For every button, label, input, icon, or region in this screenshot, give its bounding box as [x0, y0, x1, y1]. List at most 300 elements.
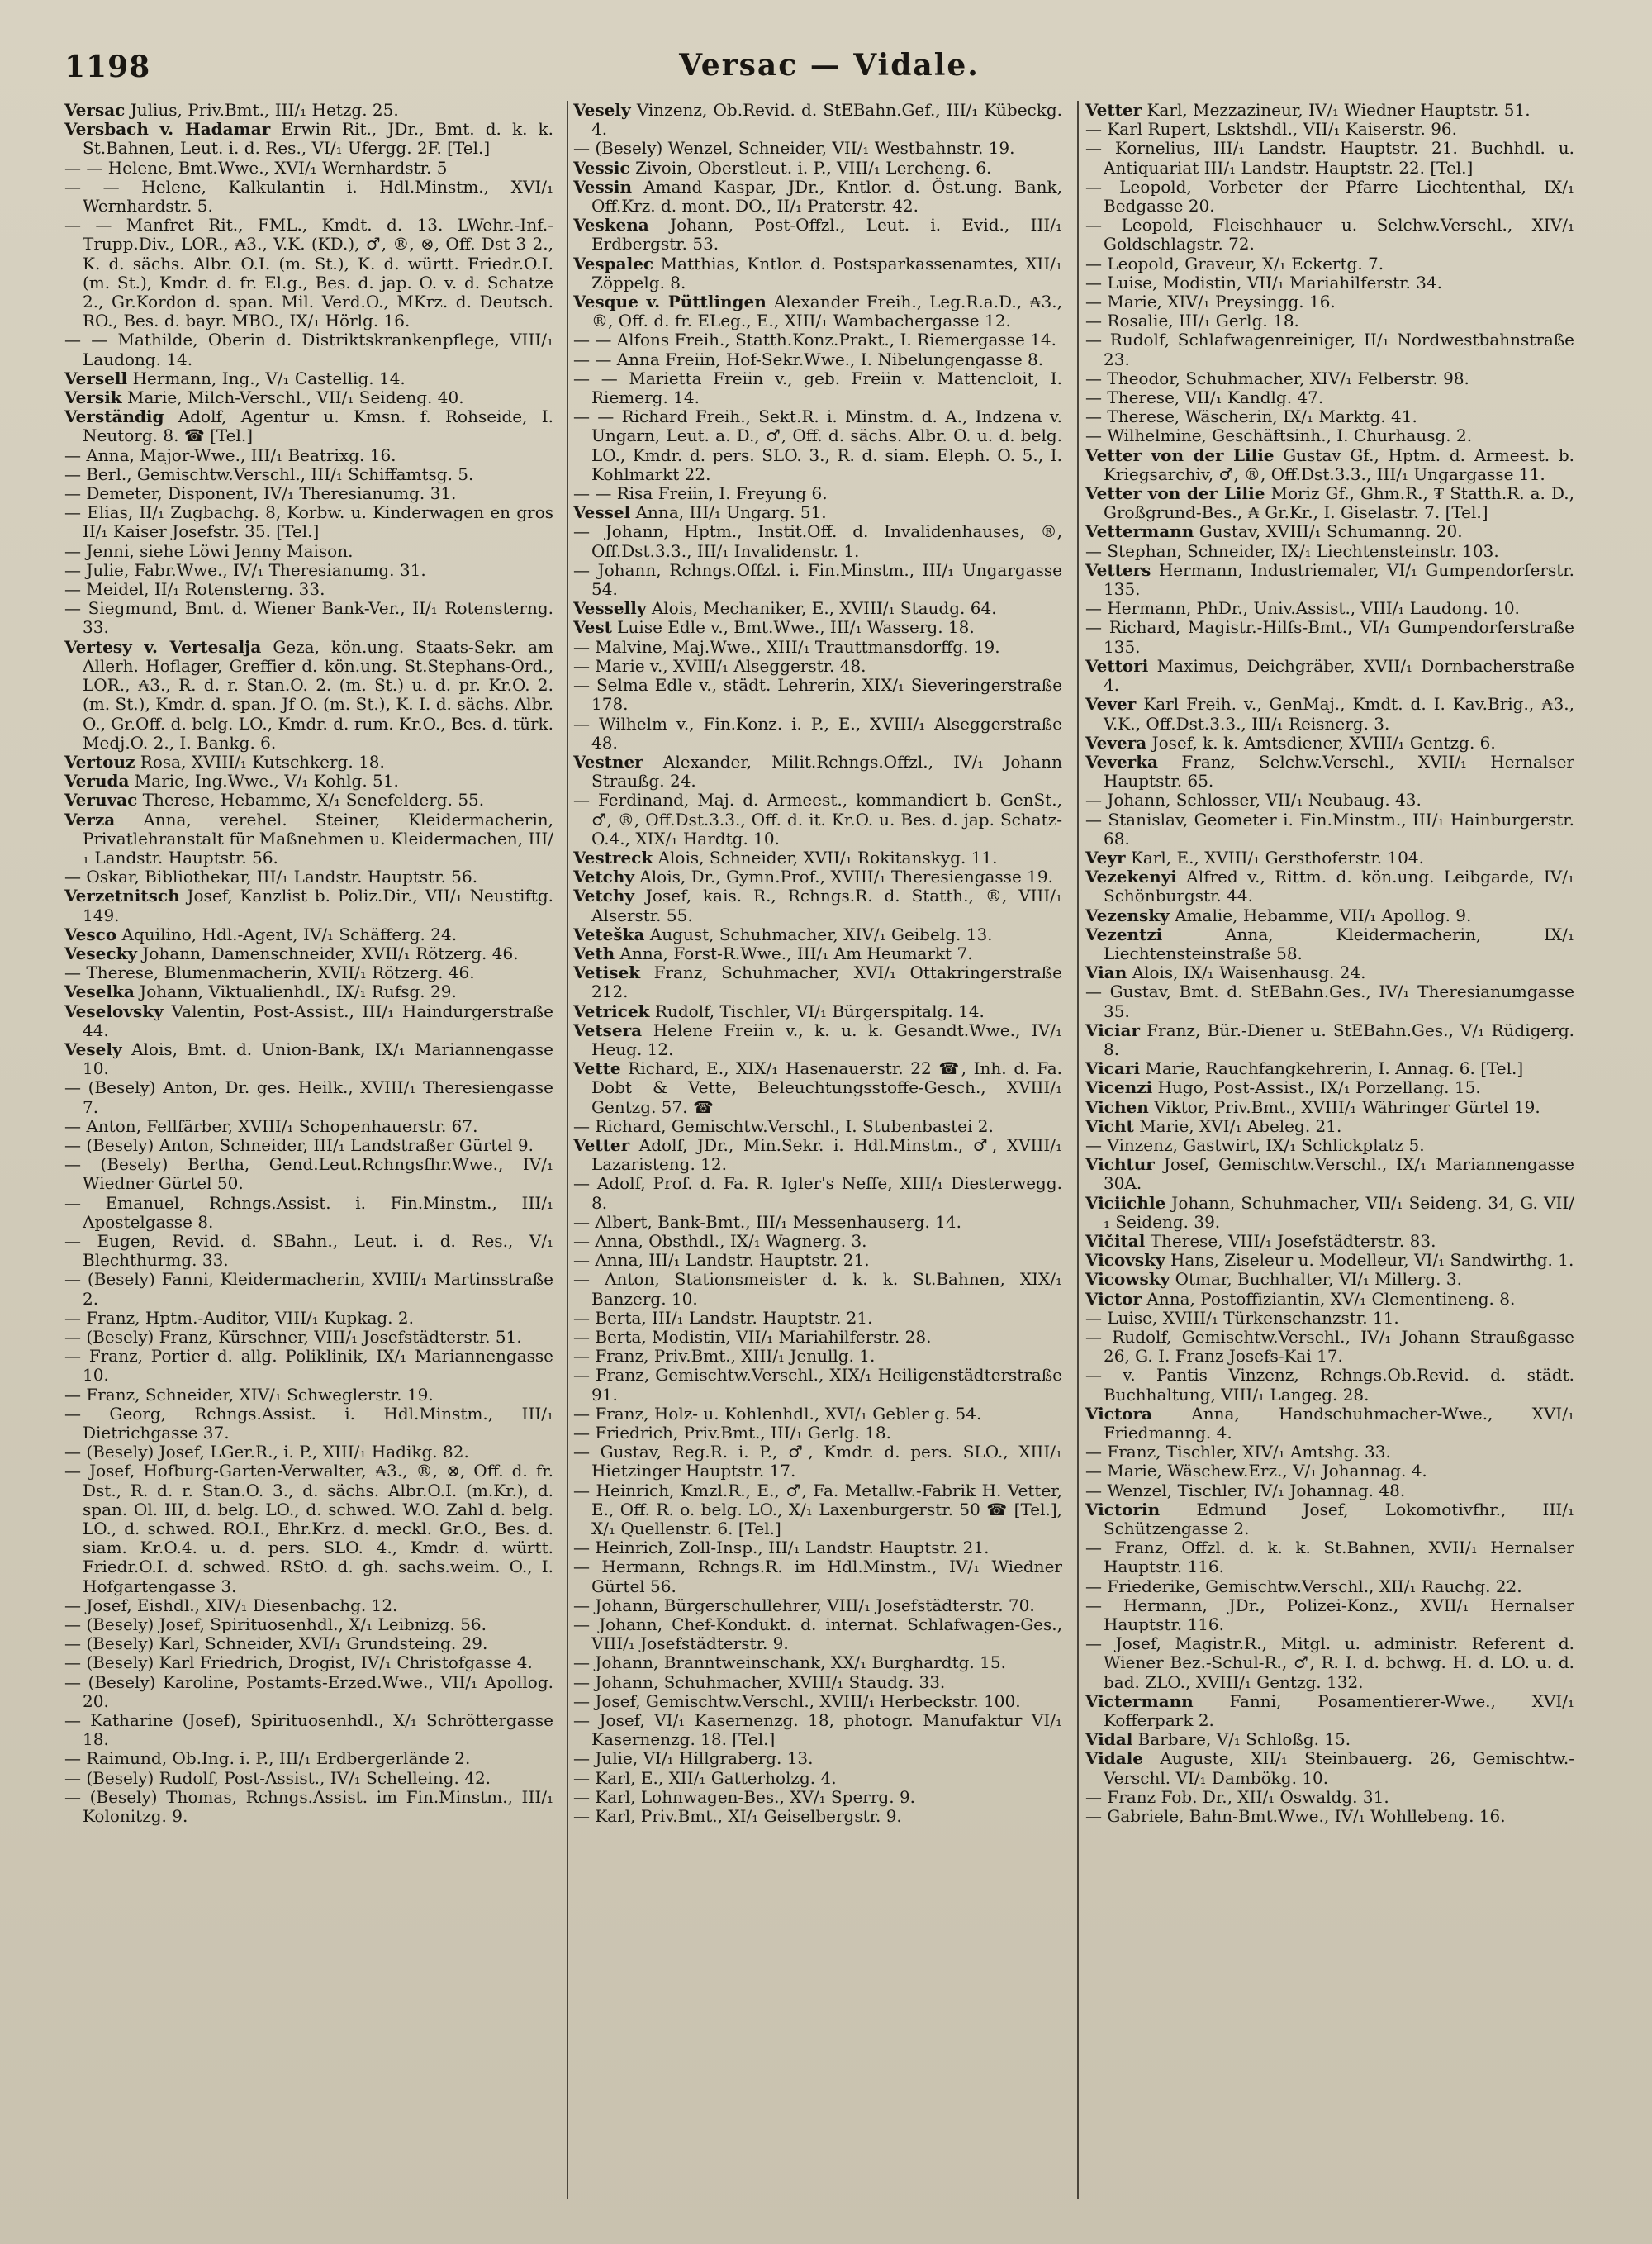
directory-entry [573, 657, 1062, 676]
directory-entry [1085, 1462, 1574, 1481]
entry-surname: Versik [64, 387, 122, 408]
directory-entry [1085, 1155, 1574, 1193]
entry-details: — Theodor, Schuhmacher, XIV/₁ Felberstr. 98. [1085, 368, 1469, 388]
directory-entry [64, 1405, 553, 1443]
entry-details: Marie, Rauchfangkehrerin, I. Annag. 6. [Tel.] [1145, 1058, 1524, 1079]
entry-details: — Katharine (Josef), Spirituosenhdl., X/₁ Schröttergasse 18. [64, 1710, 553, 1750]
entry-details: Franz, Schuhmacher, XVI/₁ Ottakringerstraße 212. [591, 963, 1062, 1002]
page-number: 1198 [64, 50, 151, 84]
entry-details: Josef, kais. R., Rchngs.R. d. Statth., ®, VIII/₁ Alserstr. 55. [591, 886, 1062, 925]
directory-entry [573, 1002, 1062, 1021]
entry-surname: Vesque v. Püttlingen [573, 292, 767, 312]
entry-details: — Rudolf, Schlafwagenreiniger, II/₁ Nordwestbahnstraße 23. [1085, 330, 1574, 369]
entry-details: Hermann, Ing., V/₁ Castellig. 14. [132, 368, 406, 388]
directory-entry [64, 369, 553, 388]
entry-details: — Malvine, Maj.Wwe., XIII/₁ Trauttmansdorffg. 19. [573, 636, 1000, 657]
entry-surname: Viciar [1085, 1020, 1141, 1040]
entry-details: Karl, E., XVIII/₁ Gersthoferstr. 104. [1130, 847, 1424, 868]
directory-entry [573, 1117, 1062, 1136]
directory-entry [573, 1424, 1062, 1443]
directory-entry [64, 1136, 553, 1155]
entry-details: — Jenni, siehe Löwi Jenny Maison. [64, 540, 354, 561]
directory-entry [573, 561, 1062, 599]
directory-entry [64, 1769, 553, 1788]
entry-surname: Vevera [1085, 732, 1147, 753]
directory-entry [64, 638, 553, 753]
entry-details: — Hermann, JDr., Polizei-Konz., XVII/₁ Hernalser Hauptstr. 116. [1085, 1595, 1574, 1635]
entry-details: — Friederike, Gemischtw.Verschl., XII/₁ Rauchg. 22. [1085, 1576, 1522, 1596]
entry-details: Alois, Dr., Gymn.Prof., XVIII/₁ Theresiengasse 19. [639, 867, 1053, 887]
entry-details: — — Alfons Freih., Statth.Konz.Prakt., I. Riemergasse 14. [573, 330, 1057, 350]
directory-entry [573, 484, 1062, 503]
directory-entry [1085, 522, 1574, 541]
directory-entry [573, 1596, 1062, 1615]
entry-details: Anna, III/₁ Ungarg. 51. [635, 502, 827, 523]
directory-entry [64, 1232, 553, 1270]
entry-details: — Anton, Fellfärber, XVIII/₁ Schopenhauerstr. 67. [64, 1115, 478, 1136]
entry-details: — Hermann, Rchngs.R. im Hdl.Minstm., IV/₁ Wiedner Gürtel 56. [573, 1557, 1062, 1596]
entry-details: Barbare, V/₁ Schloßg. 15. [1137, 1729, 1351, 1750]
directory-entry [573, 963, 1062, 1001]
entry-details: — Karl, Priv.Bmt., XI/₁ Geiselbergstr. 9. [573, 1806, 902, 1827]
entry-details: — — Anna Freiin, Hof-Sekr.Wwe., I. Nibelungengasse 8. [573, 349, 1044, 369]
directory-entry [573, 407, 1062, 484]
directory-entry [573, 944, 1062, 963]
directory-entry [1085, 657, 1574, 695]
directory-entry [573, 1788, 1062, 1807]
entry-details: — Luise, XVIII/₁ Türkenschanzstr. 11. [1085, 1307, 1399, 1328]
directory-entry [573, 369, 1062, 407]
entry-details: — Franz Fob. Dr., XII/₁ Oswaldg. 31. [1085, 1786, 1389, 1807]
entry-surname: Vest [573, 617, 612, 638]
directory-entry [1085, 1232, 1574, 1251]
directory-entry [1085, 330, 1574, 368]
directory-entry [573, 1538, 1062, 1557]
entry-surname: Vičital [1085, 1230, 1146, 1251]
entry-details: — Stephan, Schneider, IX/₁ Liechtensteinstr. 103. [1085, 540, 1499, 561]
entry-details: — — Risa Freiin, I. Freyung 6. [573, 483, 828, 504]
entry-surname: Vetricek [573, 1001, 650, 1021]
entry-surname: Veruvac [64, 790, 138, 811]
directory-entry [64, 982, 553, 1001]
directory-entry [1085, 484, 1574, 522]
entry-surname: Vestreck [573, 847, 653, 868]
directory-entry [1085, 1021, 1574, 1059]
directory-entry [573, 715, 1062, 753]
directory-entry [573, 1213, 1062, 1232]
directory-entry [1085, 1078, 1574, 1097]
entry-details: — Therese, Wäscherin, IX/₁ Marktg. 41. [1085, 406, 1417, 427]
directory-entry [573, 1270, 1062, 1308]
directory-entry [573, 849, 1062, 868]
directory-entry [1085, 1481, 1574, 1500]
directory-entry [64, 1117, 553, 1136]
entry-details: — Friedrich, Priv.Bmt., III/₁ Gerlg. 18. [573, 1423, 891, 1443]
directory-entry [573, 1807, 1062, 1826]
directory-entry [1085, 1328, 1574, 1366]
directory-entry [1085, 1059, 1574, 1078]
directory-entry [1085, 292, 1574, 311]
directory-entry [64, 159, 553, 178]
entry-surname: Verzetnitsch [64, 886, 180, 906]
entry-surname: Vertesy v. Vertesalja [64, 636, 262, 657]
directory-entry [573, 292, 1062, 330]
entry-details: — Leopold, Graveur, X/₁ Eckertg. 7. [1085, 253, 1384, 273]
entry-details: Hans, Ziseleur u. Modelleur, VI/₁ Sandwirthg. 1. [1170, 1250, 1574, 1271]
entry-details: — Georg, Rchngs.Assist. i. Hdl.Minstm., III/₁ Dietrichgasse 37. [64, 1403, 553, 1443]
directory-entry [1085, 1251, 1574, 1270]
directory-entry [64, 1596, 553, 1615]
entry-details: Karl, Mezzazineur, IV/₁ Wiedner Hauptstr. 51. [1146, 101, 1531, 120]
entry-details: — (Besely) Thomas, Rchngs.Assist. im Fin.Minstm., III/₁ Kolonitzg. 9. [64, 1786, 553, 1827]
directory-entry [1085, 561, 1574, 599]
entry-details: — Josef, Hofburg-Garten-Verwalter, ₳3., ®, ⊗, Off. d. fr. Dst., R. d. r. Stan.O. 3., d. sächs. Albr.O.I. (m.Kr.), d. span. Ol. III, d. belg. LO., d. schwed. W.O. Zahl d. belg. LO., d. schwed. RO.I., Ehr.Krz. d. meckl. Gr.O., Bes. d. siam. Kr.O.4. u. d. pers. SLO. 4., Kmdr. d. württ. Friedr.O.I. d. schwed. RStO. d. gh. sachs.weim. O., I. Hofgartengasse 3. [64, 1461, 553, 1596]
directory-entry [1085, 139, 1574, 177]
entry-details: — Anna, Major-Wwe., III/₁ Beatrixg. 16. [64, 445, 396, 465]
directory-entry [64, 120, 553, 158]
entry-details: — Meidel, II/₁ Rotensterng. 33. [64, 579, 325, 600]
entry-surname: Vezensky [1085, 905, 1170, 925]
entry-details: Marie, XVI/₁ Abeleg. 21. [1139, 1115, 1342, 1136]
entry-surname: Vidale [1085, 1748, 1144, 1769]
entry-surname: Veruda [64, 771, 130, 792]
entry-details: — Marie, Wäschew.Erz., V/₁ Johannag. 4. [1085, 1461, 1427, 1481]
entry-details: — Franz, Holz- u. Kohlenhdl., XVI/₁ Gebler g. 54. [573, 1403, 982, 1424]
directory-entry [1085, 1596, 1574, 1634]
entry-details: Karl Freih. v., GenMaj., Kmdt. d. I. Kav.Brig., ₳3., V.K., Off.Dst.3.3., III/₁ Reisnerg. 3. [1104, 694, 1574, 734]
entry-details: — Ferdinand, Maj. d. Armeest., kommandiert b. GenSt., ♂, ®, Off.Dst.3.3., Off. d. it. Kr.O. u. Bes. d. jap. Schatz-O.4., XIX/₁ Hardtg. 10. [573, 790, 1062, 849]
entry-surname: Vesely [573, 101, 631, 120]
entry-surname: Vicari [1085, 1058, 1141, 1079]
entry-details: — Luise, Modistin, VII/₁ Mariahilferstr. 34. [1085, 272, 1443, 292]
entry-details: — (Besely) Bertha, Gend.Leut.Rchngsfhr.Wwe., IV/₁ Wiedner Gürtel 50. [64, 1154, 553, 1194]
entry-details: Helene Freiin v., k. u. k. Gesandt.Wwe., IV/₁ Heug. 12. [591, 1020, 1062, 1059]
entry-details: Josef, Kanzlist b. Poliz.Dir., VII/₁ Neustiftg. 149. [83, 886, 553, 925]
entry-details: — Berta, Modistin, VII/₁ Mariahilferstr. 28. [573, 1327, 932, 1347]
entry-surname: Versac [64, 101, 126, 120]
entry-details: Alois, Mechaniker, E., XVIII/₁ Staudg. 64. [651, 598, 997, 619]
directory-entry [1085, 101, 1574, 120]
directory-entry [64, 772, 553, 791]
directory-entry [1085, 1098, 1574, 1117]
entry-details: — Gustav, Bmt. d. StEBahn.Ges., IV/₁ Theresianumgasse 35. [1085, 982, 1574, 1021]
entry-surname: Vezekenyi [1085, 867, 1177, 887]
entry-details: — Johann, Bürgerschullehrer, VIII/₁ Josefstädterstr. 70. [573, 1595, 1035, 1615]
directory-entry [573, 254, 1062, 292]
entry-details: Zivoin, Oberstleut. i. P., VIII/₁ Lercheng. 6. [635, 157, 992, 178]
entry-details: Amalie, Hebamme, VII/₁ Apollog. 9. [1175, 905, 1472, 925]
entry-details: Viktor, Priv.Bmt., XVIII/₁ Währinger Gürtel 19. [1154, 1096, 1540, 1117]
directory-entry [573, 791, 1062, 849]
entry-details: — Leopold, Fleischhauer u. Selchw.Verschl., XIV/₁ Goldschlagstr. 72. [1085, 215, 1574, 254]
entry-surname: Vicenzi [1085, 1077, 1153, 1098]
directory-entry [1085, 542, 1574, 561]
running-head: Versac — Vidale. [679, 48, 980, 83]
entry-details: — Franz, Portier d. allg. Poliklinik, IX/₁ Mariannengasse 10. [64, 1346, 553, 1386]
column-1 [64, 101, 553, 2216]
entry-details: Anna, Postoffiziantin, XV/₁ Clementineng. 8. [1146, 1288, 1516, 1309]
entry-surname: Vetter von der Lilie [1085, 483, 1265, 504]
directory-entry [573, 1711, 1062, 1749]
directory-entry [1085, 791, 1574, 810]
entry-details: Gustav Gf., Hptm. d. Armeest. b. Kriegsarchiv, ♂, ®, Off.Dst.3.3., III/₁ Ungargasse 11. [1104, 445, 1574, 484]
directory-entry [64, 1347, 553, 1385]
directory-entry [573, 638, 1062, 657]
entry-details: Rudolf, Tischler, VI/₁ Bürgerspitalg. 14. [654, 1001, 985, 1021]
entry-details: Julius, Priv.Bmt., III/₁ Hetzg. 25. [130, 101, 399, 120]
entry-details: Johann, Schuhmacher, VII/₁ Seideng. 34, G. VII/₁ Seideng. 39. [1104, 1192, 1574, 1232]
entry-details: — Leopold, Vorbeter der Pfarre Liechtenthal, IX/₁ Bedgasse 20. [1085, 176, 1574, 216]
directory-entry [1085, 1788, 1574, 1807]
entry-details: — (Besely) Karl Friedrich, Drogist, IV/₁ Christofgasse 4. [64, 1652, 533, 1673]
entry-surname: Versbach v. Hadamar [64, 119, 271, 140]
entry-details: — Karl Rupert, Lsktshdl., VII/₁ Kaiserstr. 96. [1085, 119, 1458, 140]
entry-details: — — Marietta Freiin v., geb. Freiin v. Mattencloit, I. Riemerg. 14. [573, 368, 1062, 408]
entry-surname: Vetchy [573, 867, 634, 887]
directory-entry [573, 503, 1062, 522]
entry-details: — Josef, Gemischtw.Verschl., XVIII/₁ Herbeckstr. 100. [573, 1690, 1021, 1711]
directory-entry [573, 599, 1062, 618]
directory-entry [64, 1078, 553, 1116]
directory-entry [1085, 178, 1574, 216]
entry-details: Alois, IX/₁ Waisenhausg. 24. [1132, 963, 1366, 983]
directory-entry [573, 676, 1062, 714]
directory-entry [64, 503, 553, 541]
entry-details: Luise Edle v., Bmt.Wwe., III/₁ Wasserg. 18. [617, 617, 975, 638]
directory-entry [573, 101, 1062, 139]
directory-entry [1085, 216, 1574, 254]
entry-details: — Wilhelm v., Fin.Konz. i. P., E., XVIII/₁ Alseggerstraße 48. [573, 713, 1062, 753]
entry-details: — Elias, II/₁ Zugbachg. 8, Korbw. u. Kinderwagen en gros II/₁ Kaiser Josefstr. 35. [Tel.] [64, 502, 553, 542]
entry-surname: Vesely [64, 1039, 122, 1059]
entry-details: — Rosalie, III/₁ Gerlg. 18. [1085, 311, 1299, 331]
directory-entry [1085, 811, 1574, 849]
entry-surname: Veth [573, 943, 615, 963]
column-2 [573, 101, 1062, 2216]
entry-details: Aquilino, Hdl.-Agent, IV/₁ Schäfferg. 24. [121, 924, 458, 944]
entry-details: — Johann, Chef-Kondukt. d. internat. Schlafwagen-Ges., VIII/₁ Josefstädterstr. 9. [573, 1614, 1062, 1654]
directory-entry [64, 330, 553, 368]
directory-entry [573, 522, 1062, 560]
directory-entry [64, 1040, 553, 1078]
entry-details: Alexander, Milit.Rchngs.Offzl., IV/₁ Johann Straußg. 24. [591, 751, 1062, 792]
entry-details: August, Schuhmacher, XIV/₁ Geibelg. 13. [649, 924, 993, 944]
entry-details: Alfred v., Rittm. d. kön.ung. Leibgarde, IV/₁ Schönburgstr. 44. [1104, 867, 1574, 906]
directory-entry [1085, 868, 1574, 906]
directory-entry [64, 791, 553, 810]
entry-details: — Raimund, Ob.Ing. i. P., III/₁ Erdbergerlände 2. [64, 1748, 471, 1769]
directory-entry [573, 1136, 1062, 1174]
entry-details: Gustav, XVIII/₁ Schumanng. 20. [1199, 521, 1463, 542]
directory-entry [64, 388, 553, 407]
directory-entry [573, 1251, 1062, 1270]
entry-details: — — Mathilde, Oberin d. Distriktskrankenpflege, VIII/₁ Laudong. 14. [64, 330, 553, 369]
directory-entry [64, 753, 553, 772]
entry-surname: Vichtur [1085, 1154, 1155, 1175]
entry-details: Anna, Handschuhmacher-Wwe., XVI/₁ Friedmanng. 4. [1104, 1403, 1574, 1443]
directory-entry [573, 1673, 1062, 1692]
entry-details: — (Besely) Fanni, Kleidermacherin, XVIII/₁ Martinsstraße 2. [64, 1269, 553, 1309]
entry-surname: Veverka [1085, 751, 1159, 772]
entry-details: — Adolf, Prof. d. Fa. R. Igler's Neffe, XIII/₁ Diesterwegg. 8. [573, 1173, 1062, 1213]
entry-surname: Vian [1085, 963, 1127, 983]
entry-details: Auguste, XII/₁ Steinbauerg. 26, Gemischtw.-Verschl. VI/₁ Dambökg. 10. [1104, 1748, 1574, 1788]
entry-details: — (Besely) Rudolf, Post-Assist., IV/₁ Schelleing. 42. [64, 1767, 491, 1788]
entry-surname: Vestner [573, 751, 643, 772]
entry-surname: Vesco [64, 924, 117, 944]
directory-entry [64, 1194, 553, 1232]
directory-entry [64, 178, 553, 216]
directory-entry [573, 330, 1062, 349]
directory-entry [64, 1443, 553, 1462]
directory-entry [573, 868, 1062, 887]
entry-details: — Richard, Gemischtw.Verschl., I. Stubenbastei 2. [573, 1115, 994, 1136]
entry-details: Adolf, JDr., Min.Sekr. i. Hdl.Minstm., ♂, XVIII/₁ Lazaristeng. 12. [591, 1134, 1062, 1175]
directory-entry [1085, 407, 1574, 426]
directory-entry [1085, 1366, 1574, 1404]
entry-details: — Gabriele, Bahn-Bmt.Wwe., IV/₁ Wohllebeng. 16. [1085, 1806, 1506, 1827]
entry-details: — Berta, III/₁ Landstr. Hauptstr. 21. [573, 1307, 873, 1328]
directory-entry [64, 1634, 553, 1653]
entry-details: — Hermann, PhDr., Univ.Assist., VIII/₁ Laudong. 10. [1085, 598, 1520, 619]
entry-surname: Vezentzi [1085, 924, 1163, 944]
directory-entry [1085, 1136, 1574, 1155]
entry-details: — Franz, Hptm.-Auditor, VIII/₁ Kupkag. 2. [64, 1307, 414, 1328]
directory-entry [1085, 982, 1574, 1020]
directory-entry [1085, 1405, 1574, 1443]
directory-entry [64, 216, 553, 330]
directory-entry [1085, 120, 1574, 139]
directory-entry [1085, 1730, 1574, 1749]
entry-details: — Anna, III/₁ Landstr. Hauptstr. 21. [573, 1250, 870, 1271]
directory-entry [1085, 1443, 1574, 1462]
entry-details: — (Besely) Josef, LGer.R., i. P., XIII/₁ Hadikg. 82. [64, 1442, 469, 1462]
entry-details: — Julie, VI/₁ Hillgraberg. 13. [573, 1748, 814, 1769]
directory-entry [1085, 734, 1574, 753]
page-header [64, 43, 1594, 93]
directory-entry [573, 887, 1062, 925]
entry-details: — Anna, Obsthdl., IX/₁ Wagnerg. 3. [573, 1230, 867, 1251]
entry-surname: Vicht [1085, 1115, 1134, 1136]
entry-details: — (Besely) Karl, Schneider, XVI/₁ Grundsteing. 29. [64, 1633, 488, 1654]
directory-entry [64, 484, 553, 503]
entry-details: — v. Pantis Vinzenz, Rchngs.Ob.Revid. d. städt. Buchhaltung, VIII/₁ Langeg. 28. [1085, 1365, 1574, 1405]
entry-details: — Therese, VII/₁ Kandlg. 47. [1085, 387, 1324, 408]
entry-details: Fanni, Posamentierer-Wwe., XVI/₁ Kofferpark 2. [1104, 1690, 1574, 1731]
directory-entry [573, 1615, 1062, 1653]
entry-details: — Anton, Stationsmeister d. k. k. St.Bahnen, XIX/₁ Banzerg. 10. [573, 1269, 1062, 1309]
directory-entry [573, 1653, 1062, 1672]
entry-details: Alois, Bmt. d. Union-Bank, IX/₁ Mariannengasse 10. [83, 1039, 553, 1079]
directory-entry [573, 216, 1062, 254]
directory-entry [64, 1462, 553, 1595]
entry-details: — Johann, Schuhmacher, XVIII/₁ Staudg. 33. [573, 1671, 946, 1692]
entry-details: Geza, kön.ung. Staats-Sekr. am Allerh. Hoflager, Greffier d. kön.ung. St.Stephans-Ord., LOR., ₳3., R. d. r. Stan.O. 2. (m. St.) u. d. pr. Kr.O. 2. (m. St.), Kmdr. d. span. Jf O. (m. St.), K. I. d. sächs. Albr. O., Gr.Off. d. belg. LO., Kmdr. d. rum. Kr.O., Bes. d. türk. Medj.O. 2., I. Bankg. 6. [83, 636, 553, 753]
entry-surname: Verza [64, 809, 116, 830]
directory-entry [1085, 618, 1574, 656]
directory-entry [64, 1155, 553, 1193]
entry-details: Franz, Selchw.Verschl., XVII/₁ Hernalser Hauptstr. 65. [1104, 751, 1574, 792]
directory-entry [573, 178, 1062, 216]
entry-details: Franz, Bür.-Diener u. StEBahn.Ges., V/₁ Rüdigerg. 8. [1104, 1020, 1574, 1059]
directory-entry [573, 1059, 1062, 1117]
directory-entry [64, 407, 553, 445]
entry-details: Alois, Schneider, XVII/₁ Rokitanskyg. 11. [657, 847, 998, 868]
entry-surname: Versell [64, 368, 128, 388]
entry-details: — Demeter, Disponent, IV/₁ Theresianumg. 31. [64, 483, 457, 504]
entry-details: — Franz, Priv.Bmt., XIII/₁ Jenullg. 1. [573, 1346, 876, 1367]
entry-details: — Heinrich, Zoll-Insp., III/₁ Landstr. Hauptstr. 21. [573, 1538, 990, 1558]
directory-entry [1085, 1500, 1574, 1538]
entry-details: — Franz, Offzl. d. k. k. St.Bahnen, XVII/₁ Hernalser Hauptstr. 116. [1085, 1538, 1574, 1577]
directory-entry [573, 350, 1062, 369]
entry-surname: Vetters [1085, 559, 1151, 580]
directory-entry [64, 963, 553, 982]
directory-entry [1085, 1194, 1574, 1232]
entry-details: Maximus, Deichgräber, XVII/₁ Dornbacherstraße 4. [1104, 655, 1574, 696]
entry-details: Therese, VIII/₁ Josefstädterstr. 83. [1150, 1230, 1436, 1251]
entry-details: Josef, Gemischtw.Verschl., IX/₁ Mariannengasse 30A. [1104, 1154, 1574, 1194]
entry-surname: Vertouz [64, 751, 135, 772]
directory-entry [64, 1002, 553, 1040]
entry-details: — Johann, Hptm., Instit.Off. d. Invalidenhauses, ®, Off.Dst.3.3., III/₁ Invalidenstr. 1. [573, 521, 1062, 561]
entry-surname: Vetter [573, 1134, 630, 1155]
entry-details: Adolf, Agentur u. Kmsn. f. Rohseide, I. Neutorg. 8. ☎ [Tel.] [83, 406, 553, 446]
directory-entry [573, 1232, 1062, 1251]
entry-surname: Vessin [573, 176, 633, 197]
directory-entry [573, 1174, 1062, 1212]
entry-surname: Vessel [573, 502, 631, 523]
directory-entry [64, 599, 553, 637]
directory-entry [1085, 599, 1574, 618]
directory-entry [573, 1692, 1062, 1711]
entry-details: — — Helene, Kalkulantin i. Hdl.Minstm., XVI/₁ Wernhardstr. 5. [64, 176, 553, 216]
directory-entry [64, 101, 553, 120]
entry-details: Rosa, XVIII/₁ Kutschkerg. 18. [140, 751, 385, 772]
entry-details: — Franz, Gemischtw.Verschl., XIX/₁ Heiligenstädterstraße 91. [573, 1365, 1062, 1405]
entry-details: Moriz Gf., Ghm.R., ₮ Statth.R. a. D., Großgrund-Bes., ₳ Gr.Kr., I. Giselastr. 7. [Tel.] [1104, 483, 1574, 523]
entry-details: — Vinzenz, Gastwirt, IX/₁ Schlickplatz 5. [1085, 1134, 1425, 1155]
entry-surname: Vespalec [573, 253, 654, 273]
directory-entry [1085, 695, 1574, 733]
entry-surname: Vetisek [573, 963, 641, 983]
directory-entry [64, 1328, 553, 1347]
entry-details: — (Besely) Anton, Dr. ges. Heilk., XVIII/₁ Theresiengasse 7. [64, 1077, 553, 1117]
entry-details: — Johann, Branntweinschank, XX/₁ Burghardtg. 15. [573, 1652, 1006, 1673]
directory-entry [573, 925, 1062, 944]
entry-details: — Albert, Bank-Bmt., III/₁ Messenhauserg. 14. [573, 1211, 961, 1232]
directory-entry [1085, 369, 1574, 388]
entry-surname: Veyr [1085, 847, 1126, 868]
entry-details: — Josef, Eishdl., XIV/₁ Diesenbachg. 12. [64, 1595, 398, 1615]
entry-details: — Gustav, Reg.R. i. P., ♂, Kmdr. d. pers. SLO., XIII/₁ Hietzinger Hauptstr. 17. [573, 1442, 1062, 1481]
entry-details: Josef, k. k. Amtsdiener, XVIII/₁ Gentzg. 6. [1151, 732, 1496, 753]
directory-entry [1085, 311, 1574, 330]
entry-details: Otmar, Buchhalter, VI/₁ Millerg. 3. [1175, 1269, 1462, 1290]
entry-details: Anna, Kleidermacherin, IX/₁ Liechtensteinstraße 58. [1104, 924, 1574, 963]
directory-entry [573, 139, 1062, 158]
entry-details: Therese, Hebamme, X/₁ Senefelderg. 55. [142, 790, 485, 811]
entry-details: — Franz, Schneider, XIV/₁ Schweglerstr. 19. [64, 1384, 434, 1405]
entry-surname: Vettermann [1085, 521, 1194, 542]
directory-entry [1085, 753, 1574, 791]
entry-details: — Josef, VI/₁ Kasernenzg. 18, photogr. Manufaktur VI/₁ Kasernenzg. 18. [Tel.] [573, 1710, 1062, 1750]
entry-details: Alexander Freih., Leg.R.a.D., ₳3., ®, Off. d. fr. ELeg., E., XIII/₁ Wambachergasse 12. [591, 292, 1062, 331]
entry-surname: Vicovsky [1085, 1250, 1165, 1271]
entry-details: — — Manfret Rit., FML., Kmdt. d. 13. LWehr.-Inf.-Trupp.Div., LOR., ₳3., V.K. (KD.), ♂, ®, ⊗, Off. Dst 3 2., K. d. sächs. Albr. O.I. (m. St.), K. d. württ. Friedr.O.I. (m. St.), Kmdr. d. fr. El.g., Bes. d. jap. O. v. d. Schatze 2., Gr.Kordon d. span. Mil. Verd.O., MKrz. d. Deutsch. RO., Bes. d. bayr. MBO., IX/₁ Hörlg. 16. [64, 215, 553, 331]
entry-surname: Vessic [573, 157, 630, 178]
entry-details: — Marie, XIV/₁ Preysingg. 16. [1085, 292, 1336, 312]
